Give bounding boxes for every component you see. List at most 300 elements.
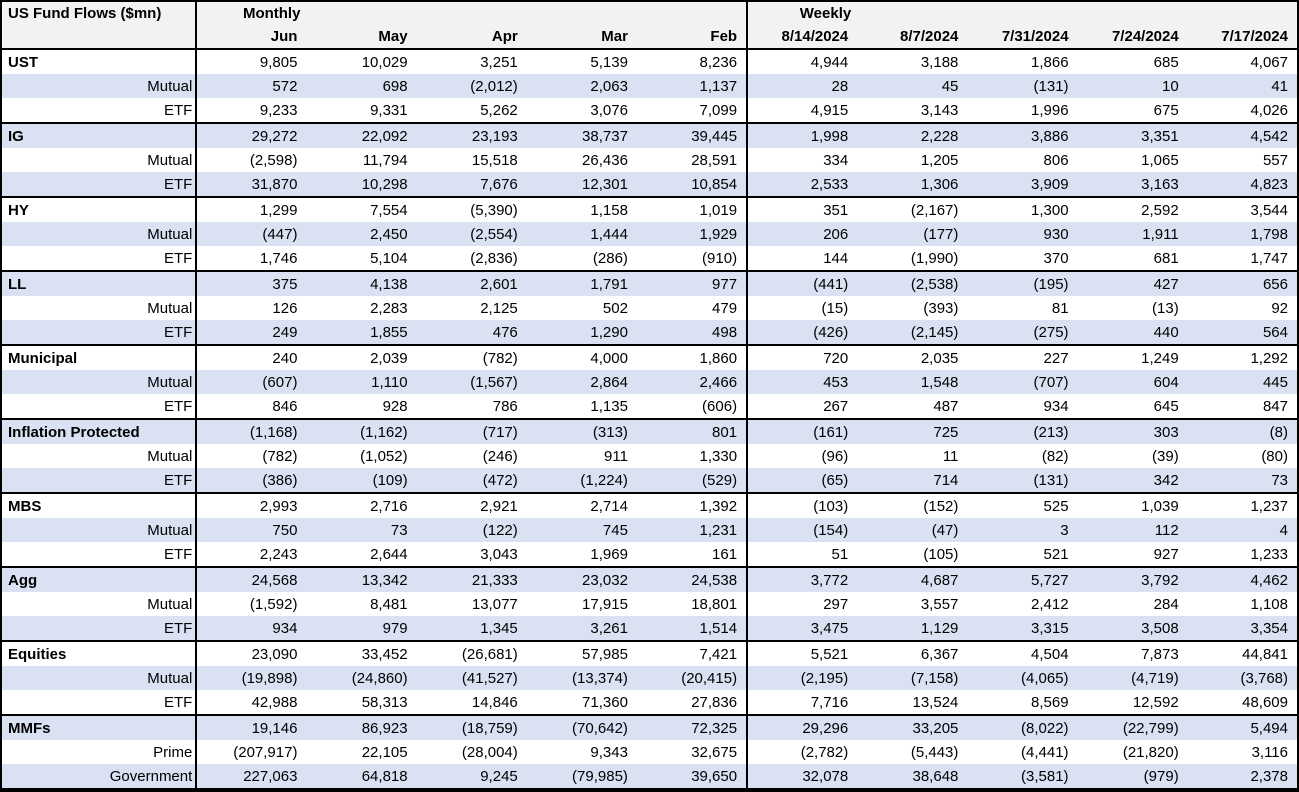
weekly-value: (39) — [1078, 444, 1188, 468]
monthly-value: (19,898) — [196, 666, 306, 690]
weekly-value: 8,569 — [967, 690, 1077, 715]
monthly-group-header: Monthly — [196, 1, 306, 25]
weekly-value: 3,351 — [1078, 123, 1188, 148]
monthly-value: (386) — [196, 468, 306, 493]
category-label: MBS — [1, 493, 196, 518]
subcategory-row — [1, 740, 1298, 764]
category-row — [1, 49, 1298, 74]
weekly-value: 13,524 — [857, 690, 967, 715]
monthly-value: (606) — [637, 394, 747, 419]
monthly-value: 928 — [306, 394, 416, 419]
weekly-value: 1,039 — [1078, 493, 1188, 518]
monthly-value: 750 — [196, 518, 306, 542]
weekly-value: (131) — [967, 74, 1077, 98]
category-row — [1, 715, 1298, 740]
weekly-value: (152) — [857, 493, 967, 518]
weekly-value: 934 — [967, 394, 1077, 419]
weekly-value: 1,108 — [1188, 592, 1298, 616]
weekly-value: 28 — [747, 74, 857, 98]
monthly-value: (1,567) — [417, 370, 527, 394]
category-label: Municipal — [1, 345, 196, 370]
monthly-value: 8,481 — [306, 592, 416, 616]
weekly-value: 3,544 — [1188, 197, 1298, 222]
monthly-value: (607) — [196, 370, 306, 394]
weekly-value: 48,609 — [1188, 690, 1298, 715]
weekly-value: 112 — [1078, 518, 1188, 542]
subcategory-label: ETF — [1, 542, 196, 567]
weekly-value: 1,911 — [1078, 222, 1188, 246]
weekly-value: (65) — [747, 468, 857, 493]
weekly-value: 675 — [1078, 98, 1188, 123]
monthly-value: 73 — [306, 518, 416, 542]
monthly-value: (2,554) — [417, 222, 527, 246]
monthly-value: (2,598) — [196, 148, 306, 172]
monthly-column-header: May — [306, 25, 416, 49]
weekly-value: 370 — [967, 246, 1077, 271]
subcategory-row — [1, 74, 1298, 98]
monthly-value: 18,801 — [637, 592, 747, 616]
header-spacer — [417, 1, 527, 25]
fund-flows-tbody — [1, 49, 1298, 790]
monthly-value: 4,138 — [306, 271, 416, 296]
weekly-value: 5,494 — [1188, 715, 1298, 740]
monthly-value: 11,794 — [306, 148, 416, 172]
weekly-value: (8,022) — [967, 715, 1077, 740]
weekly-value: 4,067 — [1188, 49, 1298, 74]
monthly-value: 2,063 — [527, 74, 637, 98]
monthly-value: 1,110 — [306, 370, 416, 394]
weekly-value: (131) — [967, 468, 1077, 493]
monthly-value: (782) — [196, 444, 306, 468]
monthly-value: 498 — [637, 320, 747, 345]
monthly-value: 1,969 — [527, 542, 637, 567]
monthly-value: 13,342 — [306, 567, 416, 592]
weekly-value: (7,158) — [857, 666, 967, 690]
category-label: Equities — [1, 641, 196, 666]
weekly-value: 12,592 — [1078, 690, 1188, 715]
monthly-value: 2,466 — [637, 370, 747, 394]
weekly-column-header: 7/17/2024 — [1188, 25, 1298, 49]
weekly-value: 1,798 — [1188, 222, 1298, 246]
monthly-value: 786 — [417, 394, 527, 419]
weekly-value: 1,233 — [1188, 542, 1298, 567]
weekly-value: (275) — [967, 320, 1077, 345]
weekly-value: 656 — [1188, 271, 1298, 296]
monthly-value: 64,818 — [306, 764, 416, 790]
category-label: MMFs — [1, 715, 196, 740]
weekly-value: 525 — [967, 493, 1077, 518]
subcategory-row — [1, 148, 1298, 172]
monthly-value: (447) — [196, 222, 306, 246]
subcategory-label: ETF — [1, 468, 196, 493]
weekly-value: 1,249 — [1078, 345, 1188, 370]
monthly-value: 23,090 — [196, 641, 306, 666]
weekly-value: 5,727 — [967, 567, 1077, 592]
weekly-value: 4,504 — [967, 641, 1077, 666]
subcategory-row — [1, 98, 1298, 123]
monthly-value: 2,921 — [417, 493, 527, 518]
monthly-value: 9,331 — [306, 98, 416, 123]
monthly-value: 1,019 — [637, 197, 747, 222]
monthly-value: 26,436 — [527, 148, 637, 172]
monthly-value: 7,099 — [637, 98, 747, 123]
weekly-value: 645 — [1078, 394, 1188, 419]
weekly-value: 1,866 — [967, 49, 1077, 74]
monthly-value: (79,985) — [527, 764, 637, 790]
weekly-value: (2,167) — [857, 197, 967, 222]
weekly-value: (21,820) — [1078, 740, 1188, 764]
subcategory-row — [1, 222, 1298, 246]
weekly-value: 2,412 — [967, 592, 1077, 616]
weekly-value: 7,716 — [747, 690, 857, 715]
weekly-value: 297 — [747, 592, 857, 616]
monthly-value: (1,224) — [527, 468, 637, 493]
weekly-value: 44,841 — [1188, 641, 1298, 666]
weekly-value: 73 — [1188, 468, 1298, 493]
monthly-value: 3,261 — [527, 616, 637, 641]
subcategory-row — [1, 542, 1298, 567]
monthly-value: 5,104 — [306, 246, 416, 271]
subcategory-label: ETF — [1, 98, 196, 123]
monthly-value: (910) — [637, 246, 747, 271]
monthly-value: 3,251 — [417, 49, 527, 74]
monthly-value: 1,514 — [637, 616, 747, 641]
monthly-column-header: Jun — [196, 25, 306, 49]
weekly-value: (195) — [967, 271, 1077, 296]
weekly-value: 927 — [1078, 542, 1188, 567]
monthly-value: 5,139 — [527, 49, 637, 74]
weekly-column-header: 8/7/2024 — [857, 25, 967, 49]
weekly-value: 604 — [1078, 370, 1188, 394]
subcategory-row — [1, 370, 1298, 394]
subcategory-label: ETF — [1, 320, 196, 345]
subcategory-row — [1, 320, 1298, 345]
weekly-value: 1,237 — [1188, 493, 1298, 518]
subcategory-label: Mutual — [1, 296, 196, 320]
weekly-value: (8) — [1188, 419, 1298, 444]
monthly-column-header: Mar — [527, 25, 637, 49]
monthly-value: (18,759) — [417, 715, 527, 740]
monthly-value: 17,915 — [527, 592, 637, 616]
monthly-value: 19,146 — [196, 715, 306, 740]
monthly-value: (70,642) — [527, 715, 637, 740]
weekly-value: 714 — [857, 468, 967, 493]
subcategory-row — [1, 592, 1298, 616]
monthly-value: 3,043 — [417, 542, 527, 567]
weekly-value: (426) — [747, 320, 857, 345]
weekly-value: (2,145) — [857, 320, 967, 345]
weekly-value: 227 — [967, 345, 1077, 370]
weekly-value: 5,521 — [747, 641, 857, 666]
monthly-value: (246) — [417, 444, 527, 468]
monthly-value: 23,032 — [527, 567, 637, 592]
weekly-value: 33,205 — [857, 715, 967, 740]
weekly-value: 427 — [1078, 271, 1188, 296]
monthly-value: 801 — [637, 419, 747, 444]
category-row — [1, 123, 1298, 148]
weekly-value: 1,306 — [857, 172, 967, 197]
weekly-value: (105) — [857, 542, 967, 567]
monthly-value: 1,746 — [196, 246, 306, 271]
weekly-value: (15) — [747, 296, 857, 320]
weekly-value: 930 — [967, 222, 1077, 246]
weekly-value: 3,772 — [747, 567, 857, 592]
weekly-value: 11 — [857, 444, 967, 468]
monthly-value: 86,923 — [306, 715, 416, 740]
weekly-value: 1,998 — [747, 123, 857, 148]
subcategory-row — [1, 444, 1298, 468]
monthly-value: 2,644 — [306, 542, 416, 567]
monthly-value: 14,846 — [417, 690, 527, 715]
subcategory-row — [1, 394, 1298, 419]
weekly-value: (4,719) — [1078, 666, 1188, 690]
category-row — [1, 567, 1298, 592]
monthly-value: 1,299 — [196, 197, 306, 222]
subcategory-label: Mutual — [1, 74, 196, 98]
monthly-value: 10,029 — [306, 49, 416, 74]
weekly-value: (5,443) — [857, 740, 967, 764]
weekly-value: 1,996 — [967, 98, 1077, 123]
weekly-value: 4 — [1188, 518, 1298, 542]
weekly-value: 521 — [967, 542, 1077, 567]
weekly-value: (154) — [747, 518, 857, 542]
table-header — [1, 1, 1298, 49]
category-label: Inflation Protected — [1, 419, 196, 444]
weekly-value: 1,065 — [1078, 148, 1188, 172]
weekly-value: 3,315 — [967, 616, 1077, 641]
category-row — [1, 641, 1298, 666]
weekly-value: 10 — [1078, 74, 1188, 98]
weekly-value: 3,475 — [747, 616, 857, 641]
weekly-value: 4,026 — [1188, 98, 1298, 123]
subcategory-label: Prime — [1, 740, 196, 764]
subcategory-label: ETF — [1, 172, 196, 197]
monthly-value: 2,283 — [306, 296, 416, 320]
monthly-value: 1,855 — [306, 320, 416, 345]
weekly-value: 847 — [1188, 394, 1298, 419]
weekly-value: 725 — [857, 419, 967, 444]
monthly-value: 846 — [196, 394, 306, 419]
monthly-value: 72,325 — [637, 715, 747, 740]
weekly-value: 3,116 — [1188, 740, 1298, 764]
category-label: Agg — [1, 567, 196, 592]
monthly-value: 249 — [196, 320, 306, 345]
monthly-value: 1,860 — [637, 345, 747, 370]
weekly-value: 1,548 — [857, 370, 967, 394]
monthly-value: (1,162) — [306, 419, 416, 444]
weekly-value: (213) — [967, 419, 1077, 444]
monthly-column-header: Feb — [637, 25, 747, 49]
weekly-value: (47) — [857, 518, 967, 542]
monthly-value: 38,737 — [527, 123, 637, 148]
subcategory-row — [1, 172, 1298, 197]
weekly-value: 284 — [1078, 592, 1188, 616]
header-spacer — [527, 1, 637, 25]
subcategory-label: Mutual — [1, 592, 196, 616]
monthly-value: 10,298 — [306, 172, 416, 197]
subcategory-label: Mutual — [1, 666, 196, 690]
weekly-value: 1,129 — [857, 616, 967, 641]
monthly-value: 29,272 — [196, 123, 306, 148]
weekly-value: 2,592 — [1078, 197, 1188, 222]
weekly-value: 685 — [1078, 49, 1188, 74]
weekly-value: (103) — [747, 493, 857, 518]
category-label: IG — [1, 123, 196, 148]
monthly-value: 8,236 — [637, 49, 747, 74]
subcategory-row — [1, 296, 1298, 320]
subcategory-label: ETF — [1, 246, 196, 271]
monthly-value: 9,233 — [196, 98, 306, 123]
monthly-value: (24,860) — [306, 666, 416, 690]
weekly-value: 2,035 — [857, 345, 967, 370]
weekly-value: 45 — [857, 74, 967, 98]
header-spacer — [967, 1, 1077, 25]
weekly-value: 4,462 — [1188, 567, 1298, 592]
monthly-value: 39,650 — [637, 764, 747, 790]
monthly-value: 1,791 — [527, 271, 637, 296]
weekly-value: 51 — [747, 542, 857, 567]
monthly-value: 57,985 — [527, 641, 637, 666]
header-spacer — [637, 1, 747, 25]
weekly-column-header: 7/24/2024 — [1078, 25, 1188, 49]
monthly-value: 2,864 — [527, 370, 637, 394]
monthly-value: 1,330 — [637, 444, 747, 468]
weekly-value: 4,542 — [1188, 123, 1298, 148]
table-title: US Fund Flows ($mn) — [1, 1, 196, 25]
weekly-group-header: Weekly — [747, 1, 857, 25]
subcategory-label: ETF — [1, 616, 196, 641]
weekly-value: (393) — [857, 296, 967, 320]
monthly-value: 1,290 — [527, 320, 637, 345]
monthly-value: (13,374) — [527, 666, 637, 690]
weekly-value: 92 — [1188, 296, 1298, 320]
weekly-value: 3,163 — [1078, 172, 1188, 197]
weekly-value: (3,581) — [967, 764, 1077, 790]
monthly-value: 476 — [417, 320, 527, 345]
monthly-value: 22,105 — [306, 740, 416, 764]
category-row — [1, 271, 1298, 296]
monthly-value: (1,592) — [196, 592, 306, 616]
category-label: HY — [1, 197, 196, 222]
monthly-value: 1,231 — [637, 518, 747, 542]
weekly-value: 3 — [967, 518, 1077, 542]
weekly-value: 144 — [747, 246, 857, 271]
weekly-value: 1,205 — [857, 148, 967, 172]
label-column-header — [1, 25, 196, 49]
monthly-value: 2,993 — [196, 493, 306, 518]
monthly-value: 227,063 — [196, 764, 306, 790]
monthly-value: 7,554 — [306, 197, 416, 222]
weekly-value: (441) — [747, 271, 857, 296]
weekly-value: 38,648 — [857, 764, 967, 790]
weekly-value: 3,508 — [1078, 616, 1188, 641]
weekly-value: (2,782) — [747, 740, 857, 764]
monthly-value: 240 — [196, 345, 306, 370]
weekly-value: 303 — [1078, 419, 1188, 444]
monthly-value: (28,004) — [417, 740, 527, 764]
weekly-value: 4,915 — [747, 98, 857, 123]
monthly-value: 42,988 — [196, 690, 306, 715]
weekly-value: (2,195) — [747, 666, 857, 690]
weekly-value: 564 — [1188, 320, 1298, 345]
monthly-value: (782) — [417, 345, 527, 370]
weekly-value: (2,538) — [857, 271, 967, 296]
weekly-value: 334 — [747, 148, 857, 172]
monthly-value: 10,854 — [637, 172, 747, 197]
weekly-value: 32,078 — [747, 764, 857, 790]
weekly-value: (13) — [1078, 296, 1188, 320]
weekly-value: (80) — [1188, 444, 1298, 468]
weekly-value: 81 — [967, 296, 1077, 320]
weekly-value: 351 — [747, 197, 857, 222]
weekly-value: 267 — [747, 394, 857, 419]
monthly-value: 2,714 — [527, 493, 637, 518]
monthly-value: 479 — [637, 296, 747, 320]
subcategory-label: Mutual — [1, 518, 196, 542]
monthly-value: 1,392 — [637, 493, 747, 518]
weekly-value: (177) — [857, 222, 967, 246]
weekly-value: 4,944 — [747, 49, 857, 74]
subcategory-row — [1, 518, 1298, 542]
monthly-value: 502 — [527, 296, 637, 320]
header-spacer — [1078, 1, 1188, 25]
monthly-value: 5,262 — [417, 98, 527, 123]
weekly-value: 3,792 — [1078, 567, 1188, 592]
weekly-value: (4,441) — [967, 740, 1077, 764]
monthly-value: 31,870 — [196, 172, 306, 197]
weekly-value: 4,823 — [1188, 172, 1298, 197]
weekly-column-header: 8/14/2024 — [747, 25, 857, 49]
monthly-value: 9,805 — [196, 49, 306, 74]
monthly-value: 2,243 — [196, 542, 306, 567]
monthly-value: 572 — [196, 74, 306, 98]
group-header-row — [1, 1, 1298, 25]
monthly-value: 39,445 — [637, 123, 747, 148]
weekly-value: 487 — [857, 394, 967, 419]
weekly-value: 2,533 — [747, 172, 857, 197]
monthly-value: 7,421 — [637, 641, 747, 666]
monthly-value: 28,591 — [637, 148, 747, 172]
monthly-value: 2,716 — [306, 493, 416, 518]
subcategory-row — [1, 246, 1298, 271]
weekly-value: 440 — [1078, 320, 1188, 345]
weekly-value: 1,300 — [967, 197, 1077, 222]
monthly-value: 58,313 — [306, 690, 416, 715]
monthly-value: 21,333 — [417, 567, 527, 592]
monthly-value: 22,092 — [306, 123, 416, 148]
subcategory-row — [1, 468, 1298, 493]
monthly-value: (122) — [417, 518, 527, 542]
monthly-value: 2,125 — [417, 296, 527, 320]
monthly-value: 9,343 — [527, 740, 637, 764]
monthly-value: (41,527) — [417, 666, 527, 690]
monthly-value: 698 — [306, 74, 416, 98]
monthly-value: (286) — [527, 246, 637, 271]
monthly-value: (26,681) — [417, 641, 527, 666]
weekly-value: (707) — [967, 370, 1077, 394]
monthly-value: 23,193 — [417, 123, 527, 148]
monthly-value: (2,836) — [417, 246, 527, 271]
monthly-value: 12,301 — [527, 172, 637, 197]
monthly-value: (5,390) — [417, 197, 527, 222]
monthly-value: 3,076 — [527, 98, 637, 123]
monthly-value: 1,158 — [527, 197, 637, 222]
subcategory-label: Mutual — [1, 444, 196, 468]
monthly-value: 2,601 — [417, 271, 527, 296]
category-label: LL — [1, 271, 196, 296]
monthly-value: (717) — [417, 419, 527, 444]
weekly-value: 3,909 — [967, 172, 1077, 197]
